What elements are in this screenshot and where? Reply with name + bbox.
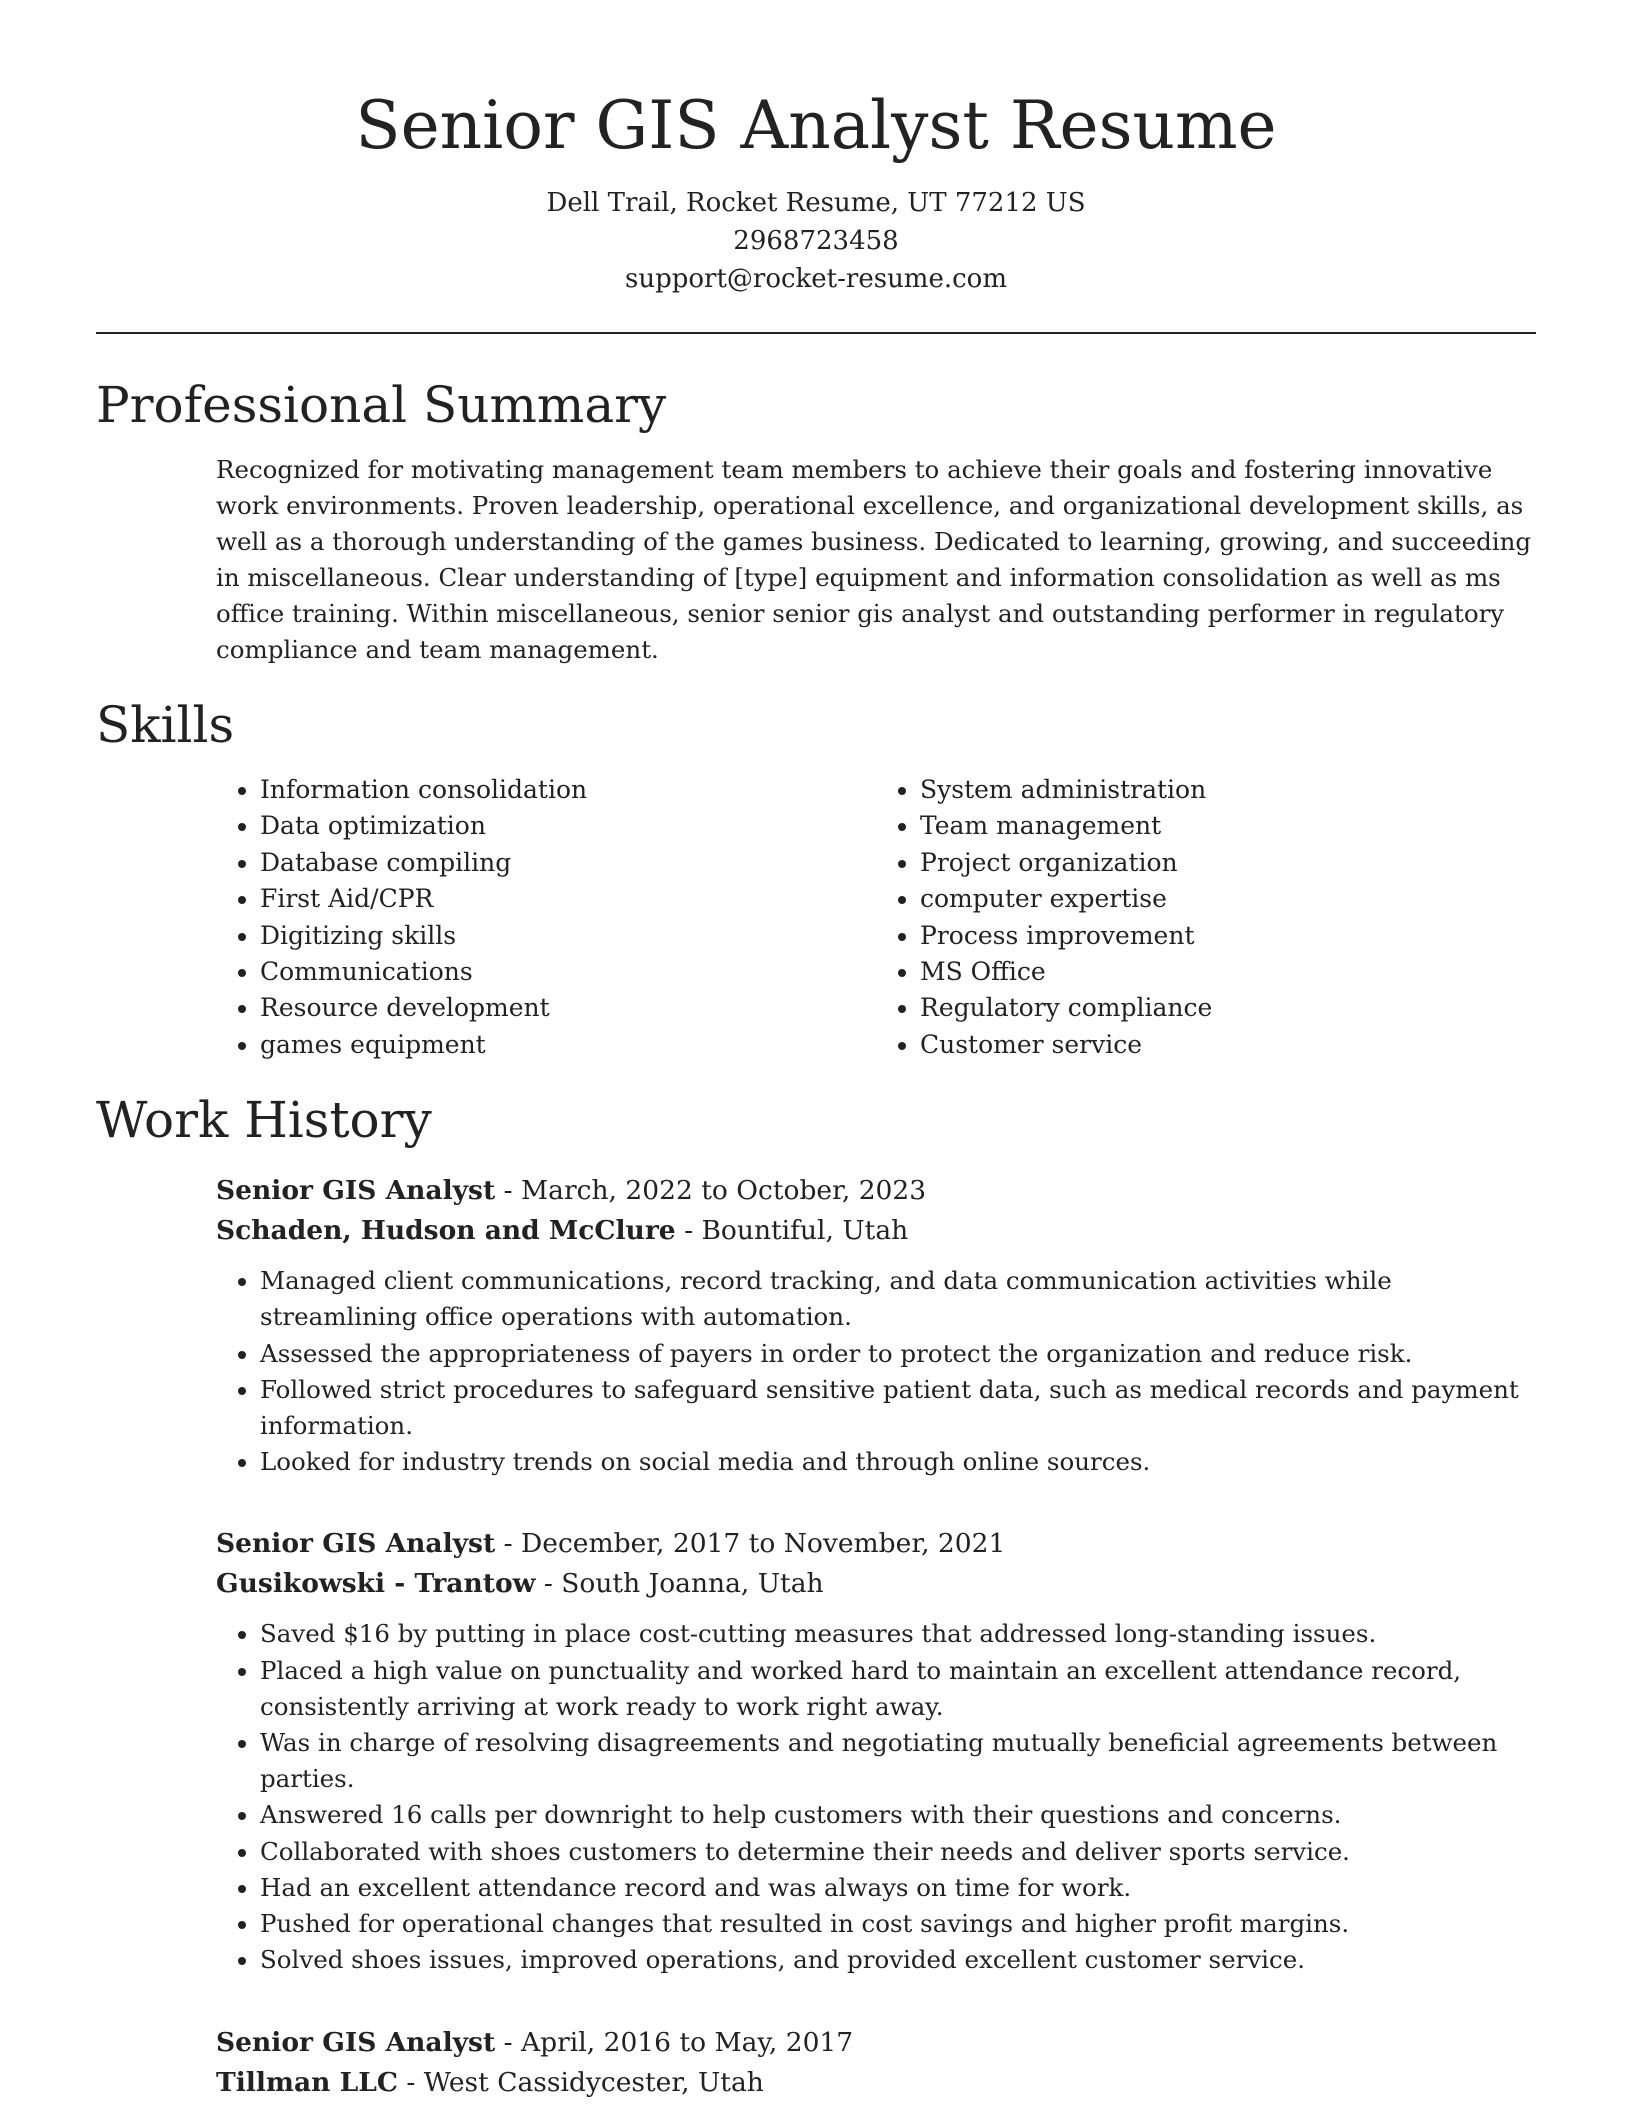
job-title: Senior GIS Analyst	[216, 1175, 496, 1207]
job-entry	[216, 1171, 1536, 1480]
skill-item: • Information consolidation	[260, 772, 876, 808]
job-bullet: • Solved shoes issues, improved operations, and provided excellent customer service.	[260, 1942, 1536, 1978]
skill-item: • Digitizing skills	[260, 918, 876, 954]
skill-item: • Process improvement	[920, 918, 1536, 954]
skills-heading: Skills	[96, 696, 235, 754]
job-dates: - March, 2022 to October, 2023	[495, 1175, 927, 1207]
skill-item: • Customer service	[920, 1027, 1536, 1063]
job-bullets	[216, 1616, 1536, 1978]
job-bullet: • Placed a high value on punctuality and worked hard to maintain an excellent attendance record, consistently arriving at work ready to work right away.	[260, 1653, 1536, 1725]
summary-text: Recognized for motivating management team members to achieve their goals and fostering innovative work environments. Proven leadership, operational excellence, and organizational development skills, as well as a thorough understanding of the games business. Dedicated to learning, growing, and succeeding in miscellaneous. Clear understanding of [type] equipment and information consolidation as well as ms office training. Within miscellaneous, senior senior gis analyst and outstanding performer in regulatory compliance and team management.	[216, 455, 1532, 664]
job-bullet: • Had an excellent attendance record and was always on time for work.	[260, 1870, 1536, 1906]
skill-item: • computer expertise	[920, 881, 1536, 917]
skills-column-right	[876, 772, 1536, 1063]
summary-heading: Professional Summary	[96, 376, 667, 434]
job-company-line	[216, 1211, 1536, 1251]
skills-section	[96, 692, 1536, 1063]
contact-phone: 2968723458	[733, 226, 899, 256]
work-history-section	[96, 1087, 1536, 2102]
skill-item: • Communications	[260, 954, 876, 990]
job-bullet: • Saved $16 by putting in place cost-cutting measures that addressed long-standing issues.	[260, 1616, 1536, 1652]
job-bullet: • Answered 16 calls per downright to help customers with their questions and concerns.	[260, 1797, 1536, 1833]
contact-address: Dell Trail, Rocket Resume, UT 77212 US	[546, 188, 1086, 218]
skill-item: • Resource development	[260, 990, 876, 1026]
summary-section	[96, 372, 1536, 668]
skill-item: • Database compiling	[260, 845, 876, 881]
skill-item: • Regulatory compliance	[920, 990, 1536, 1026]
skill-item: • games equipment	[260, 1027, 876, 1063]
job-company-line	[216, 1564, 1536, 1604]
skill-item: • First Aid/CPR	[260, 881, 876, 917]
skill-item: • Project organization	[920, 845, 1536, 881]
skills-column-left	[216, 772, 876, 1063]
job-company-line	[216, 2063, 1536, 2103]
job-bullet: • Collaborated with shoes customers to determine their needs and deliver sports service.	[260, 1834, 1536, 1870]
job-bullet: • Looked for industry trends on social media and through online sources.	[260, 1444, 1536, 1480]
skill-item: • Team management	[920, 808, 1536, 844]
resume-page	[96, 0, 1536, 2103]
skills-grid	[216, 772, 1536, 1063]
job-location: - Bountiful, Utah	[675, 1215, 909, 1247]
job-bullet: • Pushed for operational changes that resulted in cost savings and higher profit margins.	[260, 1906, 1536, 1942]
job-title: Senior GIS Analyst	[216, 2026, 496, 2058]
contact-info	[96, 184, 1536, 298]
skill-item: • System administration	[920, 772, 1536, 808]
resume-header	[96, 0, 1536, 298]
job-list	[216, 1171, 1536, 2102]
job-company: Gusikowski - Trantow	[216, 1568, 536, 1600]
job-title-line	[216, 1171, 1536, 1211]
job-location: - West Cassidycester, Utah	[397, 2066, 764, 2098]
resume-title: Senior GIS Analyst Resume	[355, 87, 1277, 164]
job-bullet: • Managed client communications, record tracking, and data communication activities while streamlining office operations with automation.	[260, 1263, 1536, 1335]
header-divider	[96, 332, 1536, 334]
job-company: Schaden, Hudson and McClure	[216, 1215, 676, 1247]
work-history-heading: Work History	[96, 1091, 432, 1150]
job-bullet: • Assessed the appropriateness of payers in order to protect the organization and reduce risk.	[260, 1336, 1536, 1372]
job-entry	[216, 1524, 1536, 1978]
job-company: Tillman LLC	[216, 2066, 398, 2098]
job-title-line	[216, 2023, 1536, 2063]
skill-item: • MS Office	[920, 954, 1536, 990]
job-dates: - December, 2017 to November, 2021	[495, 1528, 1006, 1560]
job-dates: - April, 2016 to May, 2017	[495, 2026, 854, 2058]
skill-item: • Data optimization	[260, 808, 876, 844]
job-entry	[216, 2023, 1536, 2103]
job-bullet: • Was in charge of resolving disagreements and negotiating mutually beneficial agreements between parties.	[260, 1725, 1536, 1797]
contact-email: support@rocket-resume.com	[624, 264, 1007, 294]
job-bullet: • Followed strict procedures to safeguard sensitive patient data, such as medical records and payment information.	[260, 1372, 1536, 1444]
job-bullets	[216, 1263, 1536, 1480]
job-location: - South Joanna, Utah	[535, 1568, 824, 1600]
job-title-line	[216, 1524, 1536, 1564]
job-title: Senior GIS Analyst	[216, 1528, 496, 1560]
